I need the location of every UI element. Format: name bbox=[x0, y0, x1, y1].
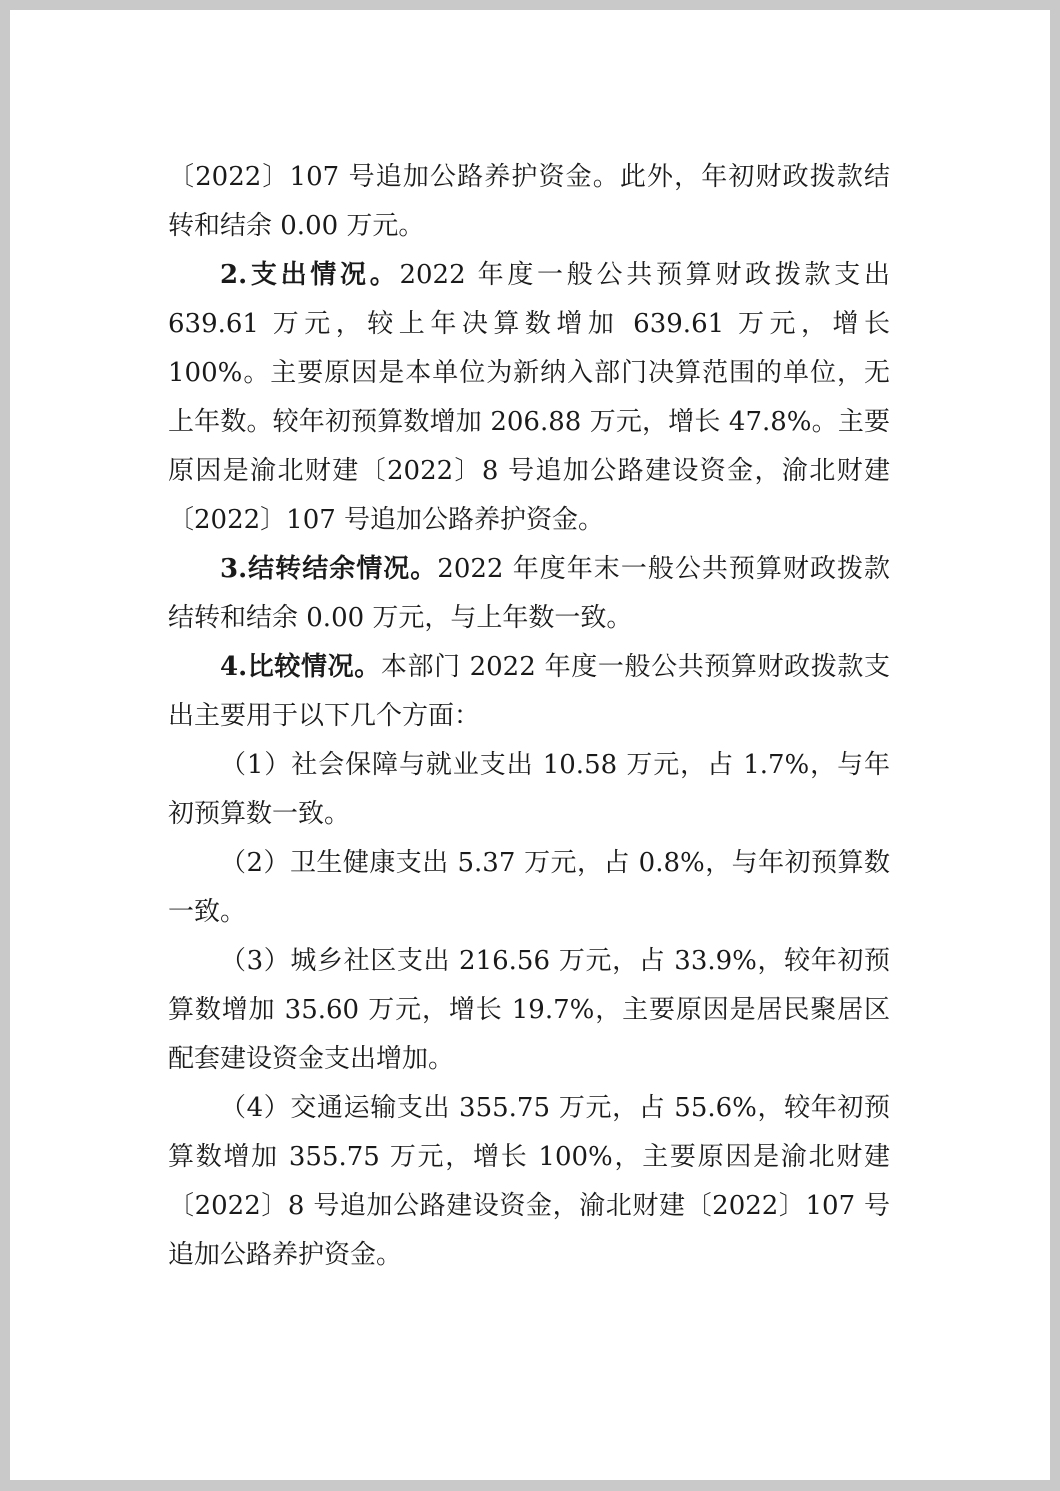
list-item-social-security bbox=[168, 741, 890, 839]
paragraph-text: 2022 年度年末一般公共预算财政拨款结转和结余 0.00 万元，与上年数一致。 bbox=[168, 554, 890, 633]
document-body bbox=[168, 153, 890, 1280]
paragraph-text: 〔2022〕107 号追加公路养护资金。此外，年初财政拨款结转和结余 0.00 万元。 bbox=[168, 162, 890, 241]
paragraph-text: 本部门 2022 年度一般公共预算财政拨款支出主要用于以下几个方面： bbox=[168, 652, 890, 731]
paragraph-heading: 4.比较情况。 bbox=[220, 652, 381, 682]
paragraph-text: （3）城乡社区支出 216.56 万元，占 33.9%，较年初预算数增加 35.60 万元，增长 19.7%，主要原因是居民聚居区配套建设资金支出增加。 bbox=[168, 946, 890, 1074]
list-item-health bbox=[168, 839, 890, 937]
paragraph-heading: 2.支出情况。 bbox=[220, 260, 400, 290]
paragraph-text: （2）卫生健康支出 5.37 万元，占 0.8%，与年初预算数一致。 bbox=[168, 848, 890, 927]
paragraph-text: （1）社会保障与就业支出 10.58 万元，占 1.7%，与年初预算数一致。 bbox=[168, 750, 890, 829]
paragraph-heading: 3.结转结余情况。 bbox=[220, 554, 438, 584]
paragraph-carryover bbox=[168, 545, 890, 643]
paragraph-text: 2022 年度一般公共预算财政拨款支出 639.61 万元，较上年决算数增加 639.61 万元，增长 100%。主要原因是本单位为新纳入部门决算范围的单位，无上年数。较年初预算数增加 206.88 万元，增长 47.8%。主要原因是渝北财建〔2022〕8 号追加公路建设资金，渝北财建〔2022〕107 号追加公路养护资金。 bbox=[168, 260, 890, 535]
paragraph-continuation bbox=[168, 153, 890, 251]
document-page bbox=[10, 10, 1050, 1480]
list-item-transport bbox=[168, 1084, 890, 1280]
paragraph-expenditure bbox=[168, 251, 890, 545]
paragraph-comparison bbox=[168, 643, 890, 741]
list-item-urban-rural bbox=[168, 937, 890, 1084]
paragraph-text: （4）交通运输支出 355.75 万元，占 55.6%，较年初预算数增加 355.75 万元，增长 100%，主要原因是渝北财建〔2022〕8 号追加公路建设资金，渝北财建〔2022〕107 号追加公路养护资金。 bbox=[168, 1093, 890, 1270]
